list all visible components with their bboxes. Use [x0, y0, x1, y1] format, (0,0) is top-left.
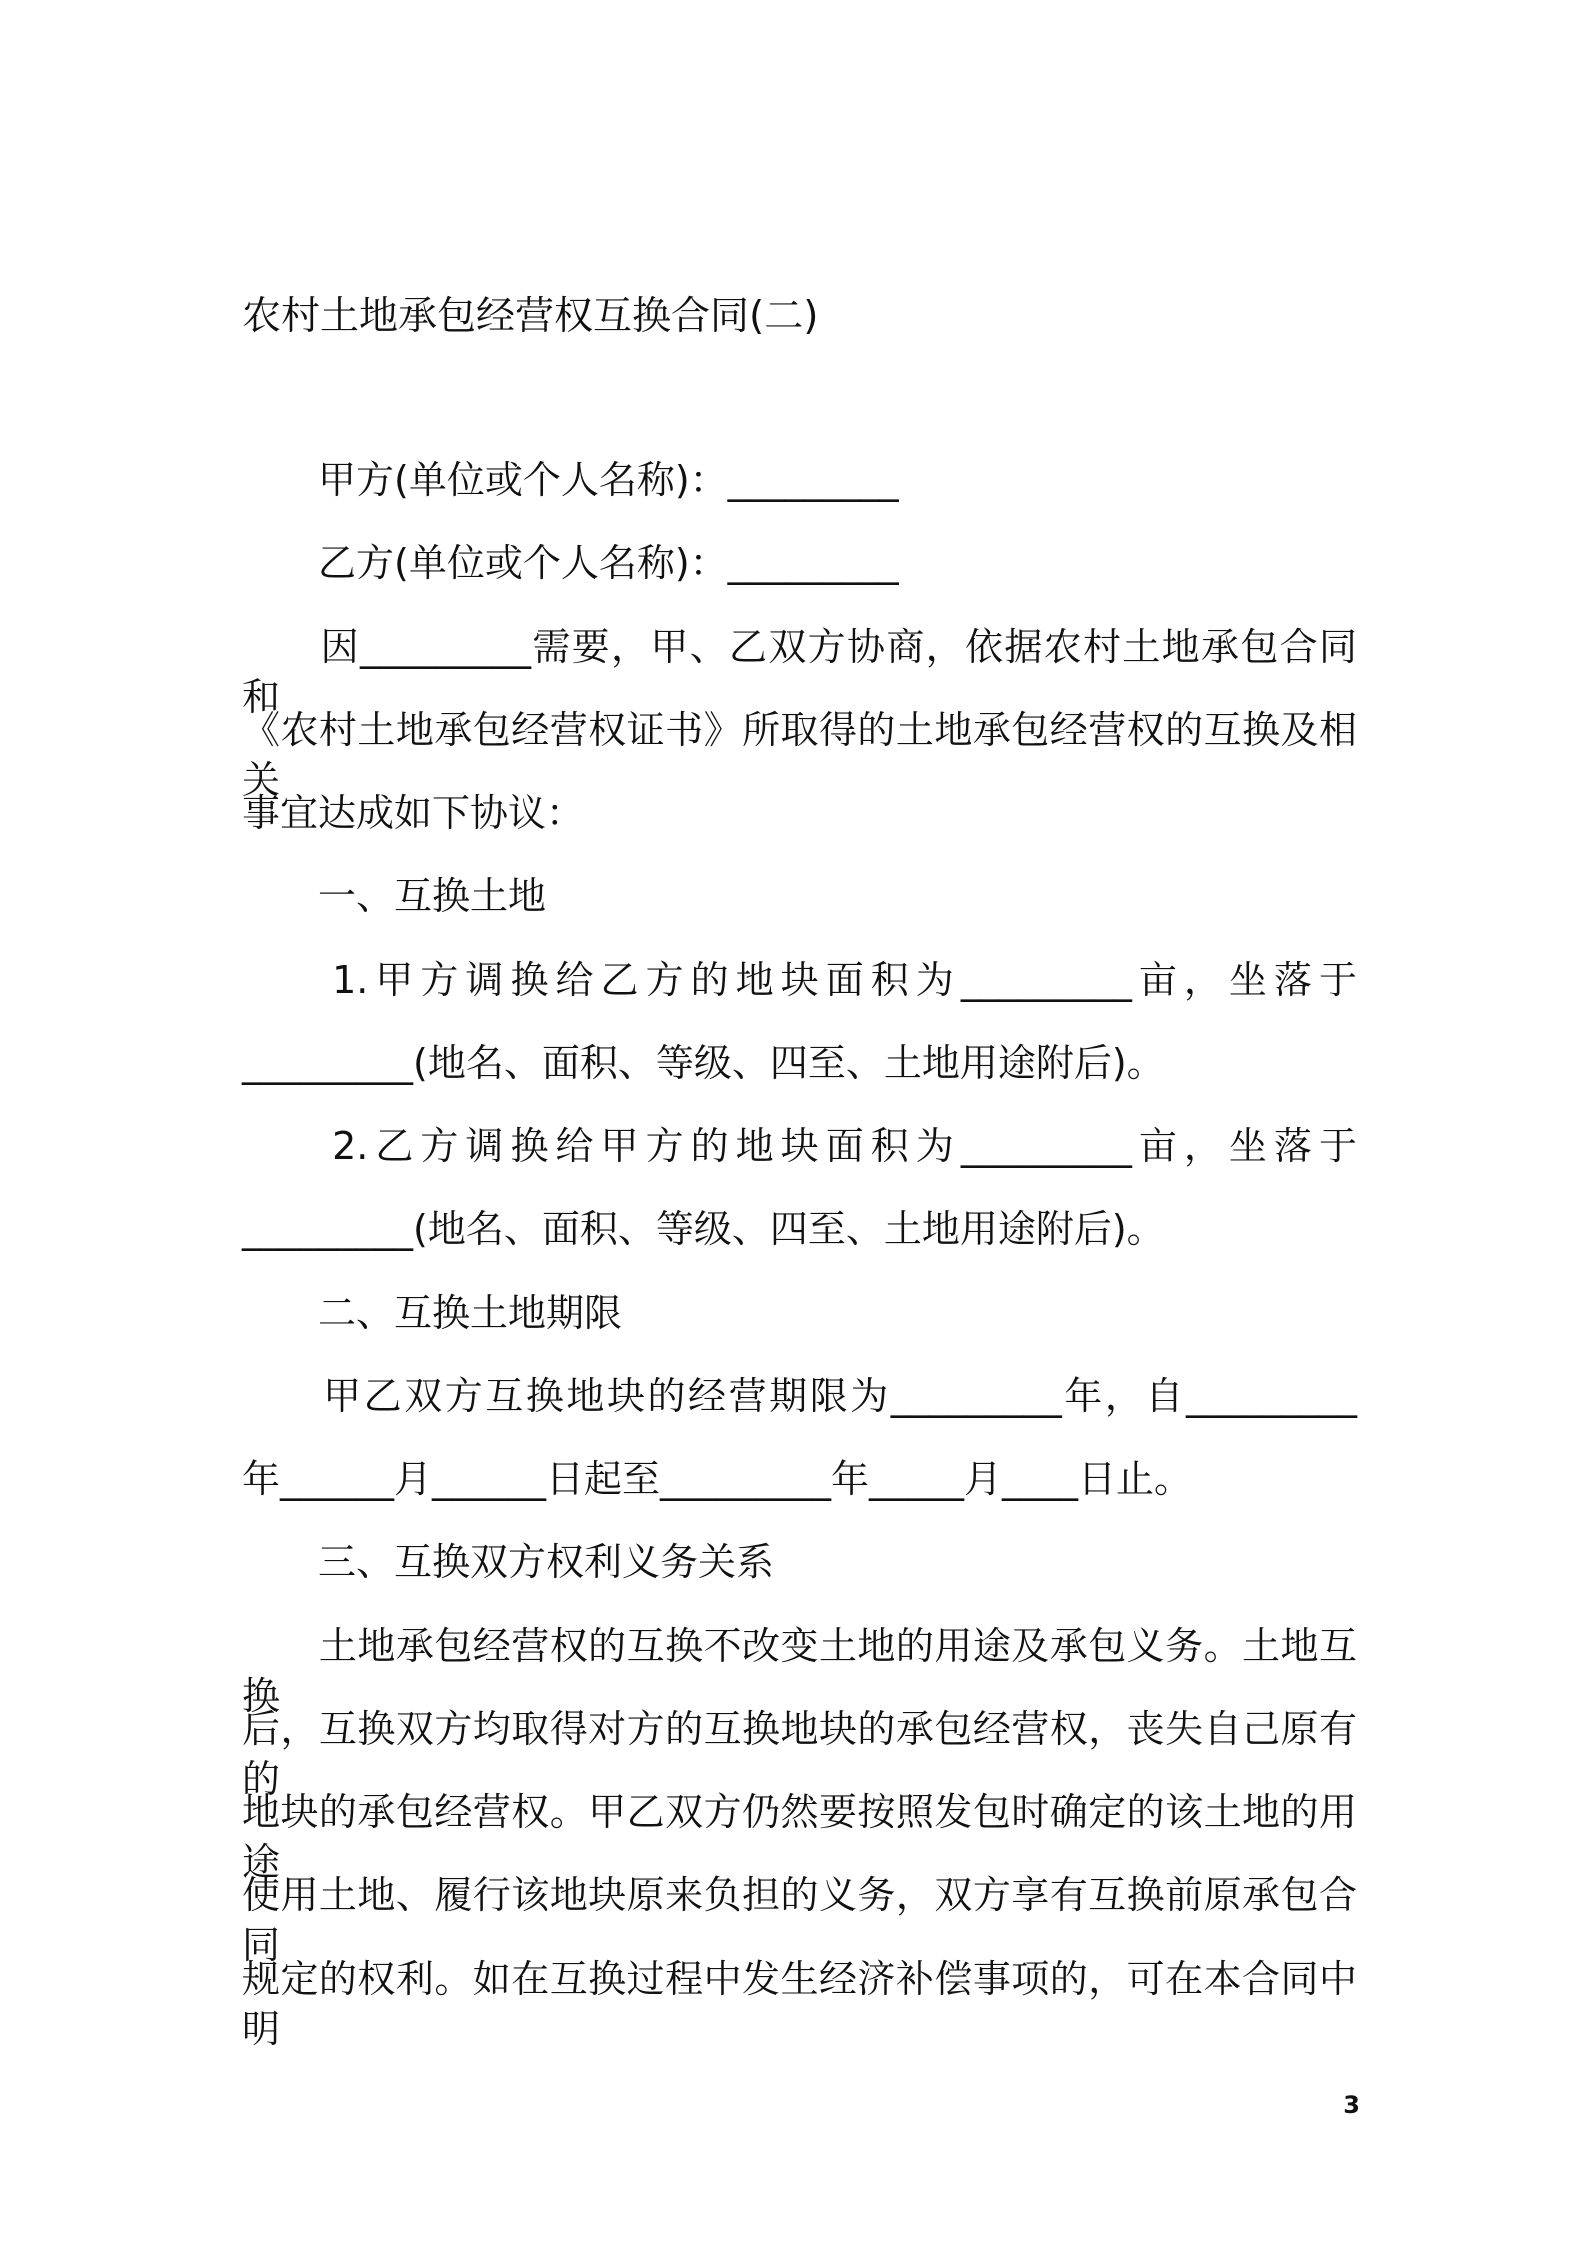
preamble-line-2: 《农村土地承包经营权证书》所取得的土地承包经营权的互换及相关 — [242, 708, 1357, 802]
clause-2-line-1: 2.乙方调换给甲方的地块面积为_________亩，坐落于 — [242, 1124, 1357, 1168]
rights-line-3: 地块的承包经营权。甲乙双方仍然要按照发包时确定的该土地的用途 — [242, 1790, 1357, 1884]
party-b-line: 乙方(单位或个人名称)：_________ — [242, 541, 899, 585]
rights-line-4: 使用土地、履行该地块原来负担的义务，双方享有互换前原承包合同 — [242, 1873, 1357, 1967]
rights-line-5: 规定的权利。如在互换过程中发生经济补偿事项的，可在本合同中明 — [242, 1957, 1357, 2051]
preamble-line-3: 事宜达成如下协议： — [242, 791, 585, 835]
clause-1-line-1: 1.甲方调换给乙方的地块面积为_________亩，坐落于 — [242, 958, 1357, 1002]
preamble-line-1: 因_________需要，甲、乙双方协商，依据农村土地承包合同和 — [242, 625, 1357, 719]
rights-line-1: 土地承包经营权的互换不改变土地的用途及承包义务。土地互换 — [242, 1624, 1357, 1718]
document-title: 农村土地承包经营权互换合同(二) — [242, 294, 819, 339]
term-line-2: 年______月______日起至_________年_____月____日止。 — [242, 1457, 1193, 1501]
clause-2-line-2: _________(地名、面积、等级、四至、土地用途附后)。 — [242, 1207, 1165, 1251]
clause-1-line-2: _________(地名、面积、等级、四至、土地用途附后)。 — [242, 1041, 1165, 1085]
section-heading-2: 二、互换土地期限 — [242, 1291, 623, 1335]
page-number: 3 — [1343, 2091, 1360, 2119]
term-line-1: 甲乙双方互换地块的经营期限为_________年，自_________ — [242, 1374, 1357, 1418]
party-a-line: 甲方(单位或个人名称)：_________ — [242, 458, 899, 502]
section-heading-3: 三、互换双方权利义务关系 — [242, 1540, 775, 1584]
section-heading-1: 一、互换土地 — [242, 874, 547, 918]
rights-line-2: 后，互换双方均取得对方的互换地块的承包经营权，丧失自己原有的 — [242, 1707, 1357, 1801]
